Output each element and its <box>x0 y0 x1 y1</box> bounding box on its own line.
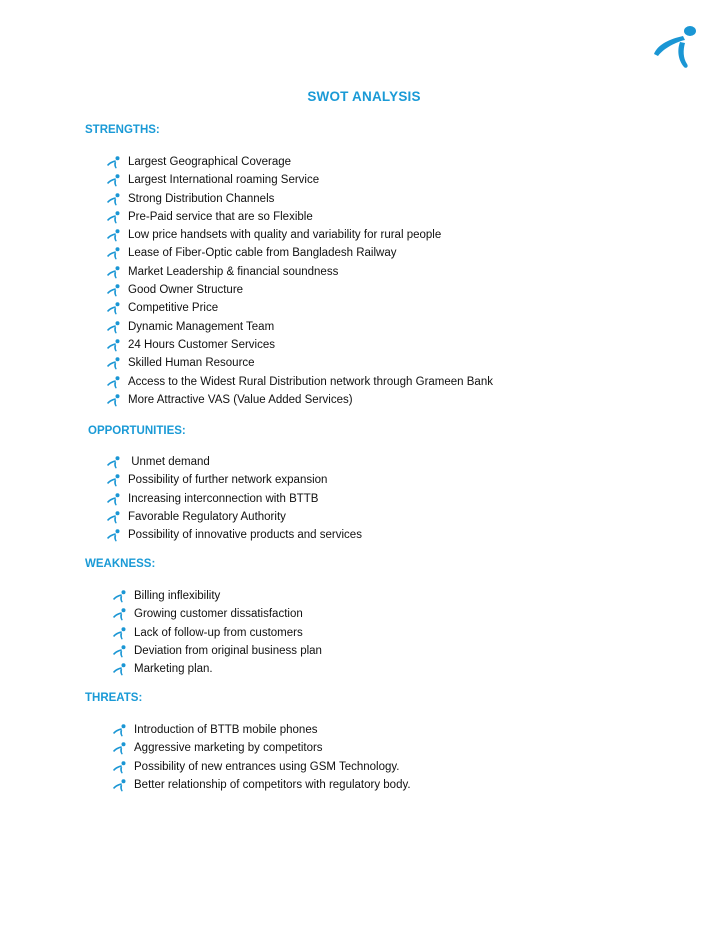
strengths-heading: STRENGTHS: <box>85 124 160 136</box>
telenor-bullet-icon <box>106 156 120 169</box>
telenor-bullet-icon <box>112 779 126 792</box>
telenor-bullet-icon <box>106 174 120 187</box>
telenor-bullet-icon <box>106 376 120 389</box>
telenor-bullet-icon <box>112 742 126 755</box>
telenor-bullet-icon <box>106 229 120 242</box>
telenor-bullet-icon <box>106 339 120 352</box>
telenor-bullet-icon <box>106 474 120 487</box>
telenor-bullet-icon <box>112 645 126 658</box>
telenor-bullet-icon <box>112 761 126 774</box>
telenor-bullet-icon <box>106 357 120 370</box>
telenor-bullet-icon <box>112 724 126 737</box>
telenor-bullet-icon <box>106 193 120 206</box>
telenor-bullet-icon <box>106 511 120 524</box>
telenor-bullet-icon <box>106 302 120 315</box>
weakness-heading: WEAKNESS: <box>85 558 156 570</box>
telenor-bullet-icon <box>106 211 120 224</box>
telenor-bullet-icon <box>106 266 120 279</box>
telenor-bullet-icon <box>106 456 120 469</box>
telenor-bullet-icon <box>106 284 120 297</box>
telenor-bullet-icon <box>106 493 120 506</box>
page-title: SWOT ANALYSIS <box>307 89 421 104</box>
telenor-bullet-icon <box>106 529 120 542</box>
telenor-bullet-icon <box>106 394 120 407</box>
telenor-bullet-icon <box>112 663 126 676</box>
threats-heading: THREATS: <box>85 692 143 704</box>
telenor-bullet-icon <box>112 590 126 603</box>
opportunities-heading: OPPORTUNITIES: <box>88 425 186 437</box>
telenor-bullet-icon <box>106 247 120 260</box>
telenor-logo-icon <box>650 22 698 70</box>
telenor-bullet-icon <box>112 608 126 621</box>
telenor-bullet-icon <box>106 321 120 334</box>
telenor-bullet-icon <box>112 627 126 640</box>
